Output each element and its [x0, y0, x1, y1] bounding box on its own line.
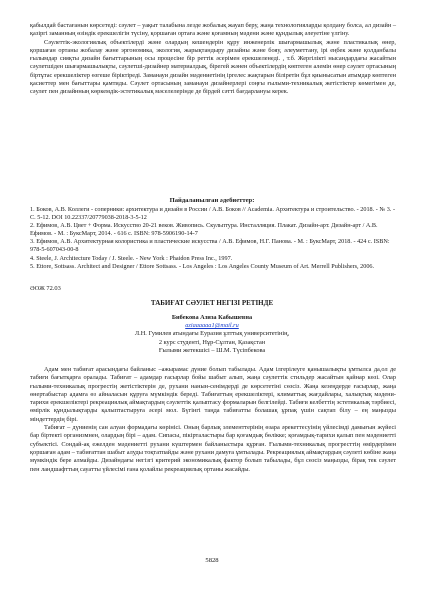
article-paragraph: Табиғат – дүниенің сан алуан формадағы көрінісі. Оның барлық элементтерінің өзара әрекеттесуінің үйлесімді дамығын жүйесі бар біртекті организмнен, олардың бірі – адам. Сипасы, пікірталастыры бар қоғамдық бөлікке; қоғамдық-тарихи қалып пен мәдениетті субъектісі. Сондай-ақ ежелден мәдениетті рухани күштермен байланыстыра құрған. Ғылыми-техникалық прогресттің өмірдерімен қоршаған адам – табиғаттан шабыт алуды тоқтатпайды және рухани дамуға ұмтылады. Рекреациялық аймақтардың сәулеті көбіне жаңа мүмкіндік бере алмайды. Дизайндағы негізгі критерий экономикалық фактор болып табылады, бұл сөзсіз маңызды, бірақ тек сәулет пен ландшафттың сауатты үйлесімі ғана қолайлы рекреациялық ортаны жасайды.: [30, 424, 396, 473]
continued-text-block: [30, 22, 396, 97]
article-body: [30, 366, 396, 474]
reference-item: 5. Ettore, Sottsass. Architect and Designer / Ettore Sottsass. - Los Angeles : Los Angeles County Museum of Art. Merrell Publishers, 2006.: [30, 262, 375, 270]
article-title: ТАБИҒАТ СӘУЛЕТ НЕГІЗІ РЕТІНДЕ: [150, 299, 274, 307]
author-block: [0, 314, 424, 355]
author-affiliation: Л.Н. Гумилев атындағы Еуразия ұлттық университетінің,: [134, 330, 290, 338]
paragraph-architecture-ecology: Сәулеттік-экологиялық объектілерді және олардың кешендерін құру инженерлік шығармашылық және пластикалық өнер, қоршаған ортаны жобалау және эргономика, экология, жарықтандыру дизайны және бояу, әлеуметтану, ірі еңбек және қолданбалы ғылымдар сияқты дизайн бағыттарының осы процесіне бір реттік әсерімен ерекшеленеді. , т.б. Жергілікті нысандардағы жасайтын сәулетшіден шығармашылықты, сәулетші-дизайнер материалдық, бірегей жәнен объектілердің көптеген алемін өнер сәулет ортасының біртұтас ерекшеліктер өзгеше біріктіреді. Заманауи дизайн мәдениетінің іргелес жақтарын біліретін бұл қиынысатын атымдар көптеген қасиеттер мен бағыттары қамтиды. Сәулет ортасының заманауи дизайнерлері соңғы ғылыми-техникалық жетістіктер көмегімен де, сәулет пен дизайнның көркемдік-эстетикалық мәселелерінде де бірдей сәтті бағдарлануы керек.: [30, 38, 396, 96]
page-number: 5828: [205, 557, 219, 564]
references-list: [30, 206, 396, 271]
reference-item: 4. Steele, J. Architecture Today / J. Steele. - New York : Phaidon Press Inc., 1997.: [30, 254, 233, 262]
reference-item: 1. Боков, А.В. Коллеги - соперники: архитектура и дизайн в России / А.В. Боков // Academia. Архитектура и строительство. - 2018. - № 3. - С. 5-12. DOI 10.22337/20779038-2018-3-5-12: [30, 206, 396, 222]
reference-item: 3. Ефимов, А.В. Архитектурная колористика и пластические искусства / А.В. Ефимов, Н.Г. Панова. - М. : БуксМарт, 2018. - 424 с. ISBN: 978-5-607043-00-8: [30, 238, 390, 254]
references-title: Пайдаланылған әдебиеттер:: [169, 197, 255, 204]
scientific-supervisor: Ғылыми жетекшісі – Ш.М. Түсіпбекова: [158, 346, 266, 354]
author-status: 2 курс студенті, Нұр-Сұлтан, Қазақстан: [158, 338, 266, 346]
reference-item: 2. Ефимов, А.В. Цвет + Форма. Искусство 20-21 веков. Живопись. Скульптура. Инсталляция. Плакат. Дизайн-арт. Дизайн-арт / А.В. Ефимов. - М. : БуксМарт, 2014. - 616 с. ISBN: 978-5906190-14-7: [30, 222, 378, 238]
author-email-link[interactable]: aziaaaaaa1@mail.ru: [185, 322, 239, 330]
author-name: Бибекова Азиза Кабышевна: [171, 314, 253, 321]
article-paragraph: Адам мен табиғат арасындағы байланыс –ажырамас дүние болып табылады. Адам ілгерілеуге қанышалықты ұмтылса да,ол де табиғи бағытқарға оралады. Табиғат – адамдар ғасырлар бойы шабыт алып, жаңа сәулеттік стильдер жасайтын қайнар көзі. Олар ғылыми-техникалық прогрестің жетістіктерін де, рухани нанын-сенімдерді де көрсететіні сөзсіз. Жаңа кезеңдерде ғасырлар, жаңа өнертабыстар адамға өз айналасын құруға мүмкіндік береді. Табиғаттың ерекшеліктері, климаттық жағдайлары, халықтық мәдени-тарихи ерекшеліктері рекреациялық аймақтардың сәулеттік қалыптасу формаларын белгілейді. Табиғи келбеттің эстетикалық тәрбиесі, өмірлік құндылықтарды қалыптастыруға әсері мол. Бүгінгі таңда табиғатты болашақ ұрпақ үшін сақтап білу – ең маңызды міндеттердің бірі.: [30, 366, 396, 423]
udc-code: ӘОЖ 72.03: [30, 285, 61, 292]
paragraph-intro: қабылдай бастағанын көрсетеді: сәулет – уақыт талабына лезде жобалық жауап беру, жаңа технологияларды қолдану болса, ал дизайн – қазіргі заманның өзіндік ерекшелігін түсіну, қоршаған ортаға және қоғамның мәдени және құндылық әлеуетіне үлгіну.: [30, 22, 396, 38]
